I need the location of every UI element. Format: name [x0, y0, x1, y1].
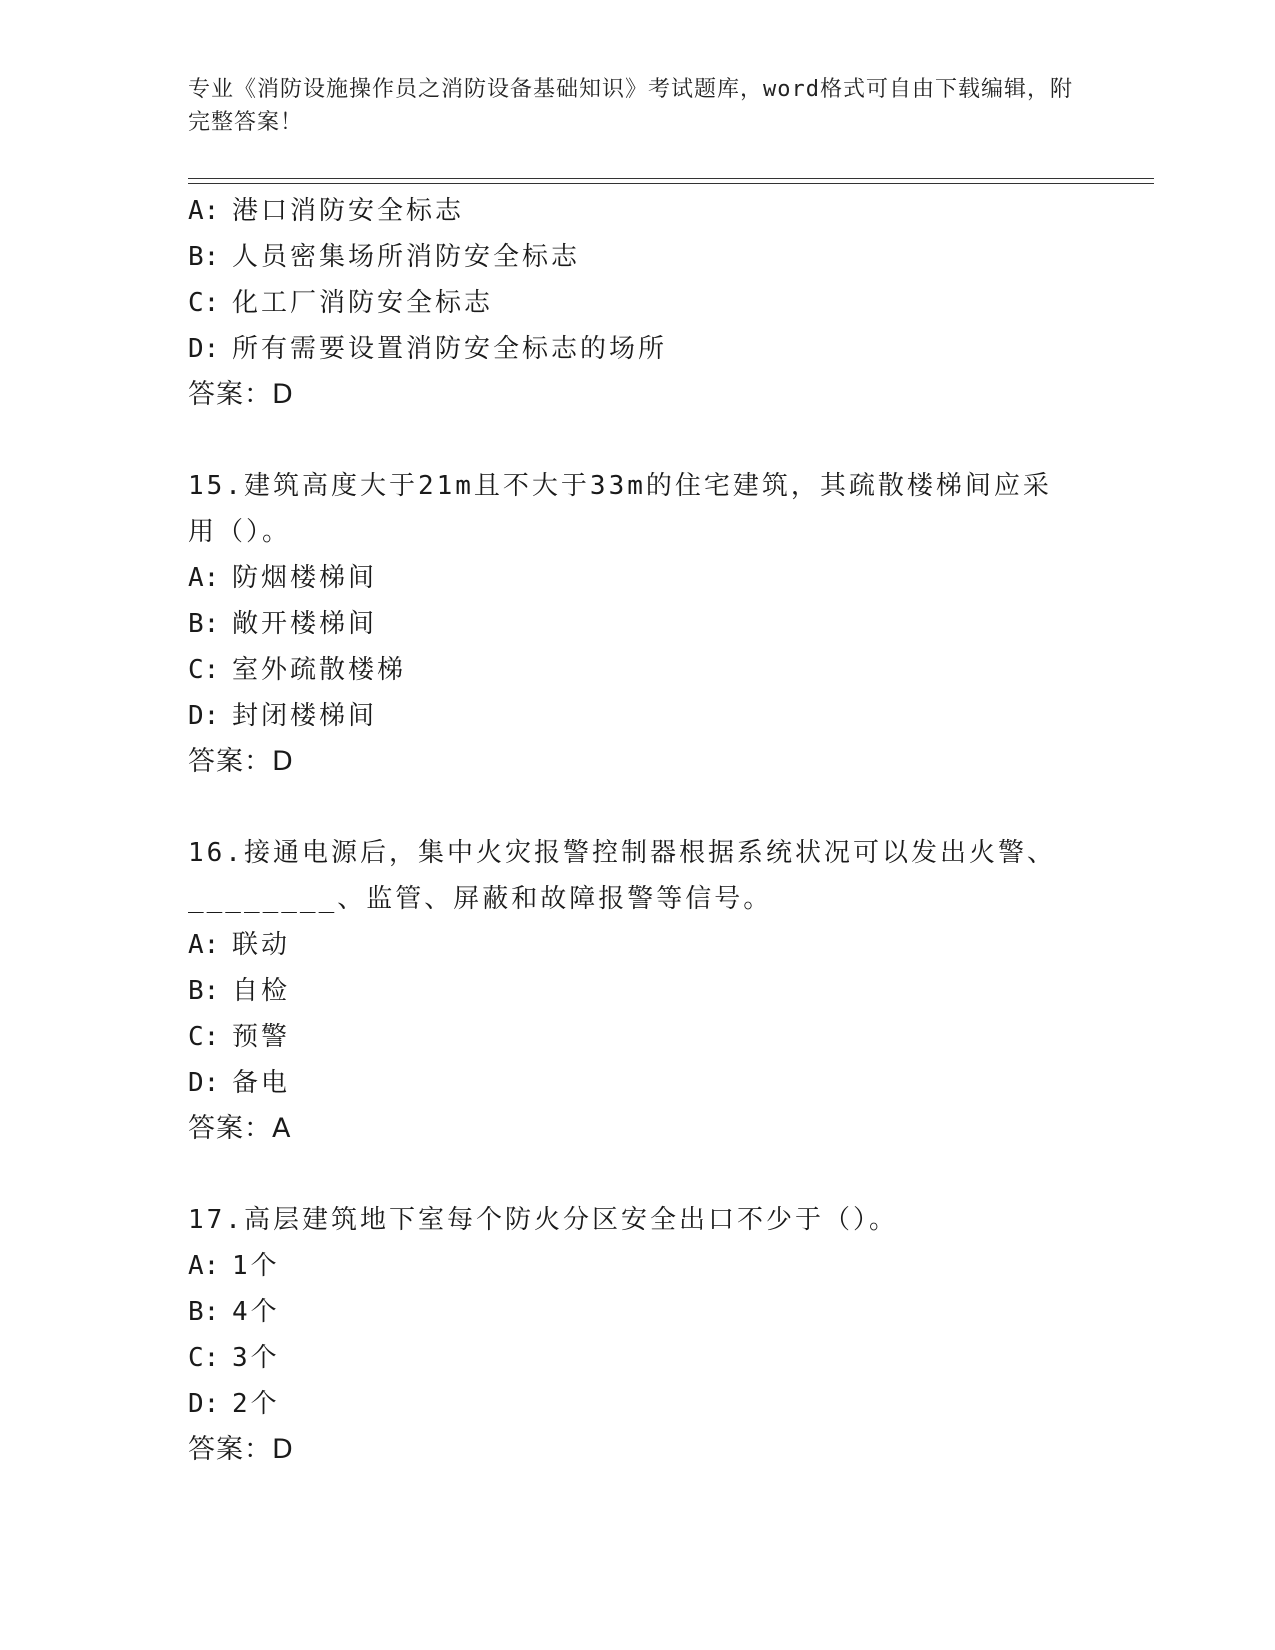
option-d [188, 326, 1088, 372]
option-text: 3个 [232, 1343, 280, 1373]
option-b [188, 601, 1088, 647]
option-letter: B: [188, 976, 220, 1006]
answer-line: 答案：D [188, 746, 294, 777]
option-text: 所有需要设置消防安全标志的场所 [232, 334, 668, 364]
answer-line: 答案：D [188, 1434, 294, 1465]
spacer [188, 1152, 1088, 1197]
question-text: 16.接通电源后，集中火灾报警控制器根据系统状况可以发出火警、________、监管、屏蔽和故障报警等信号。 [188, 838, 1056, 914]
header-divider-top [188, 178, 1154, 179]
option-text: 2个 [232, 1389, 280, 1419]
option-text: 封闭楼梯间 [232, 701, 378, 731]
question-text: 15.建筑高度大于21m且不大于33m的住宅建筑，其疏散楼梯间应采用（）。 [188, 471, 1052, 547]
option-letter: B: [188, 609, 220, 639]
option-d [188, 693, 1088, 739]
option-b [188, 1289, 1088, 1335]
option-letter: C: [188, 655, 220, 685]
option-c [188, 647, 1088, 693]
question-list [188, 188, 1088, 1473]
option-letter: A: [188, 1251, 220, 1281]
option-d [188, 1060, 1088, 1106]
option-text: 防烟楼梯间 [232, 563, 378, 593]
option-text: 联动 [232, 930, 291, 960]
option-c [188, 280, 1088, 326]
spacer [188, 785, 1088, 830]
option-text: 人员密集场所消防安全标志 [232, 242, 581, 272]
question-text: 17.高层建筑地下室每个防火分区安全出口不少于（）。 [188, 1205, 898, 1235]
option-text: 预警 [232, 1022, 291, 1052]
document-header: 专业《消防设施操作员之消防设备基础知识》考试题库，word格式可自由下载编辑，附完整答案！ [188, 77, 1073, 135]
question-15-block [188, 463, 1088, 785]
option-c [188, 1014, 1088, 1060]
option-letter: D: [188, 334, 220, 364]
option-text: 1个 [232, 1251, 280, 1281]
question-14-block [188, 188, 1088, 418]
option-letter: C: [188, 1022, 220, 1052]
option-letter: D: [188, 1068, 220, 1098]
option-text: 4个 [232, 1297, 280, 1327]
option-a [188, 1243, 1088, 1289]
option-letter: C: [188, 1343, 220, 1373]
option-text: 敞开楼梯间 [232, 609, 378, 639]
spacer [188, 418, 1088, 463]
option-c [188, 1335, 1088, 1381]
option-b [188, 234, 1088, 280]
option-text: 自检 [232, 976, 291, 1006]
option-letter: A: [188, 196, 220, 226]
option-a [188, 188, 1088, 234]
answer-line: 答案：A [188, 1113, 292, 1144]
option-letter: A: [188, 563, 220, 593]
option-letter: B: [188, 242, 220, 272]
option-letter: D: [188, 701, 220, 731]
answer-line: 答案：D [188, 379, 294, 410]
option-b [188, 968, 1088, 1014]
option-letter: B: [188, 1297, 220, 1327]
option-a [188, 555, 1088, 601]
option-a [188, 922, 1088, 968]
option-text: 港口消防安全标志 [232, 196, 465, 226]
option-letter: C: [188, 288, 220, 318]
header-divider-bottom [188, 183, 1154, 184]
option-d [188, 1381, 1088, 1427]
option-text: 化工厂消防安全标志 [232, 288, 494, 318]
option-letter: A: [188, 930, 220, 960]
question-17-block [188, 1197, 1088, 1473]
option-letter: D: [188, 1389, 220, 1419]
question-16-block [188, 830, 1088, 1152]
option-text: 室外疏散楼梯 [232, 655, 407, 685]
option-text: 备电 [232, 1068, 291, 1098]
